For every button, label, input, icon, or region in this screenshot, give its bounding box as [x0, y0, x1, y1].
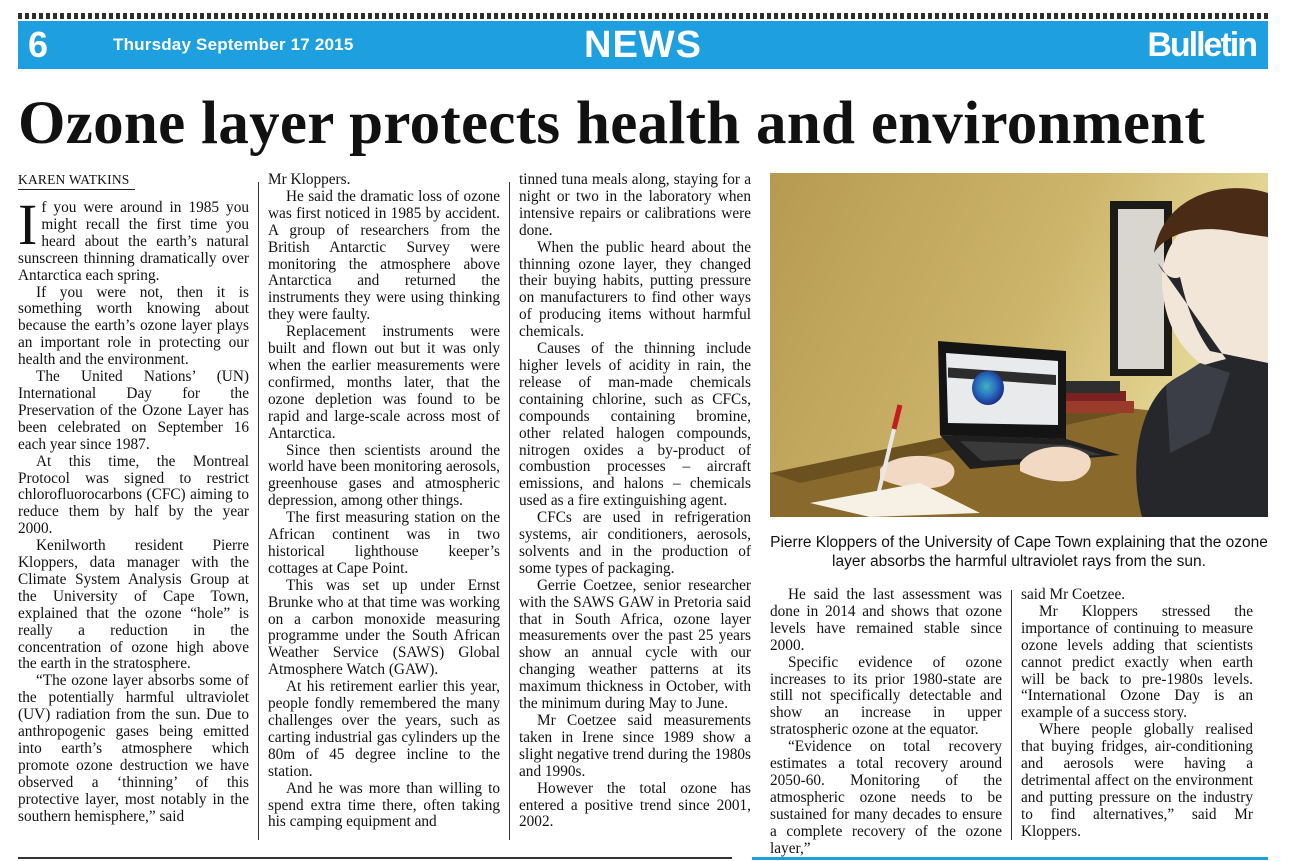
paragraph: At his retirement earlier this year, people fondly remembered the many challenges over the years, such as carting industrial gas cylinders up the 80m of 45 degree incline to the station. — [268, 678, 500, 780]
article-column-3 — [519, 172, 751, 831]
paragraph: At this time, the Montreal Protocol was signed to restrict chlorofluorocarbons (CFC) aiming to reduce them by half by the year 2000. — [18, 452, 249, 538]
paragraph: tinned tuna meals along, staying for a night or two in the laboratory when intensive repairs or calibrations were done. — [519, 171, 751, 239]
paragraph: Kenilworth resident Pierre Kloppers, data manager with the Climate System Analysis Group at the University of Cape Town, explained that the ozone “hole” is really a reduction in the concentration of ozone high above the earth in the stratosphere. — [18, 537, 249, 673]
paragraph: Mr Kloppers. — [268, 171, 351, 188]
bottom-rule — [18, 857, 732, 859]
paragraph: The United Nations’ (UN) International Day for the Preservation of the Ozone Layer has been celebrated on September 16 each year since 1987. — [18, 368, 249, 453]
paragraph: And he was more than willing to spend extra time there, often taking his camping equipment and — [268, 779, 500, 831]
paragraph: Replacement instruments were built and flown out but it was only when the earlier measurements were confirmed, months later, that the ozone depletion was found to be rapid and large-scale across most of Antarctica. — [268, 323, 500, 442]
top-dashed-rule — [18, 13, 1268, 19]
article-column-4 — [770, 587, 1002, 858]
photo-illustration — [770, 173, 1268, 517]
paragraph: The first measuring station on the African continent was in two historical lighthouse keeper’s cottages at Cape Point. — [268, 509, 500, 577]
paragraph: Mr Coetzee said measurements taken in Irene since 1989 show a slight negative trend during the 1980s and 1990s. — [519, 712, 751, 780]
column-rule — [1011, 590, 1012, 840]
paragraph: He said the dramatic loss of ozone was first noticed in 1985 by accident. A group of researchers from the British Antarctic Survey were monitoring the atmosphere above Antarctica and returned the instruments they were using thinking they were faulty. — [268, 187, 500, 324]
paragraph: However the total ozone has entered a positive trend since 2001, 2002. — [519, 779, 751, 831]
column-rule — [509, 182, 510, 840]
bottom-accent-rule — [752, 857, 1268, 860]
paragraph: He said the last assessment was done in 2014 and shows that ozone levels have remained stable since 2000. — [770, 586, 1002, 654]
drop-cap: I — [18, 192, 38, 257]
paragraph: Specific evidence of ozone increases to its prior 1980-state are still not specifically detectable and show an increase in upper stratospheric ozone at the equator. — [770, 653, 1002, 739]
photo-caption: Pierre Kloppers of the University of Cape Town explaining that the ozone layer absorbs the harmful ultraviolet rays from the sun. — [770, 534, 1268, 570]
page-number: 6 — [28, 24, 49, 65]
article-photo — [770, 173, 1268, 517]
paragraph: “The ozone layer absorbs some of the potentially harmful ultraviolet (UV) radiation from the sun. Due to anthropogenic gases being emitted into earth’s atmosphere which promote ozone destruction we have observed a ‘thinning’ of this protective layer, most notably in the southern hemisphere,” said — [18, 672, 249, 825]
paragraph: If you were around in 1985 you might recall the first time you heard about the earth’s natural sunscreen thinning dramatically over Antarctica each spring. — [18, 192, 249, 284]
article-column-1 — [18, 172, 249, 826]
paragraph: “Evidence on total recovery estimates a total recovery around 2050-60. Monitoring of the atmospheric ozone needs to be sustained for many decades to ensure a complete recovery of the ozone layer,” — [770, 738, 1002, 857]
paragraph: If you were not, then it is something worth knowing about because the earth’s ozone layer plays an important role in protecting our health and the environment. — [18, 283, 249, 369]
column-rule — [258, 182, 259, 840]
paragraph: Gerrie Coetzee, senior researcher with the SAWS GAW in Pretoria said that in South Africa, ozone layer measurements over the past 25 years show an annual cycle with our changing weather patterns at its maximum thickness in October, with the minimum during May to June. — [519, 576, 751, 713]
paragraph: Causes of the thinning include higher levels of acidity in rain, the release of man-made chemicals containing chlorine, such as CFCs, compounds containing bromine, other related halogen compounds, nitrogen oxides a by-product of combustion processes – aircraft emissions, and halons – chemicals used as a fire extinguishing agent. — [519, 340, 751, 510]
brand-logo: Bulletin — [1147, 26, 1256, 64]
paragraph: Mr Kloppers stressed the importance of continuing to measure ozone levels adding that scientists cannot predict exactly when earth will be back to pre-1980s levels. “International Ozone Day is an example of a success story. — [1021, 602, 1253, 722]
article-column-5 — [1021, 587, 1253, 841]
section-name: NEWS — [584, 24, 702, 66]
masthead-bar — [18, 21, 1268, 69]
byline: KAREN WATKINS — [18, 172, 135, 190]
paragraph: This was set up under Ernst Brunke who at that time was working on a carbon monoxide measuring programme under the South African Weather Service (SAWS) Global Atmosphere Watch (GAW). — [268, 576, 500, 679]
paragraph: Where people globally realised that buying fridges, air-conditioning and aerosols were having a detrimental affect on the environment and putting pressure on the industry to find alternatives,” said Mr Kloppers. — [1021, 721, 1253, 840]
paragraph: CFCs are used in refrigeration systems, air conditioners, aerosols, solvents and in the production of some types of packaging. — [519, 509, 751, 577]
paragraph: Since then scientists around the world have been monitoring aerosols, greenhouse gases and atmospheric depression, among other things. — [268, 441, 500, 510]
paragraph: said Mr Coetzee. — [1021, 586, 1126, 603]
paragraph: When the public heard about the thinning ozone layer, they changed their buying habits, putting pressure on manufacturers to find other ways of producing items without harmful chemicals. — [519, 238, 751, 341]
headline: Ozone layer protects health and environment — [18, 90, 1206, 157]
issue-date: Thursday September 17 2015 — [113, 35, 354, 54]
article-column-2 — [268, 172, 500, 831]
